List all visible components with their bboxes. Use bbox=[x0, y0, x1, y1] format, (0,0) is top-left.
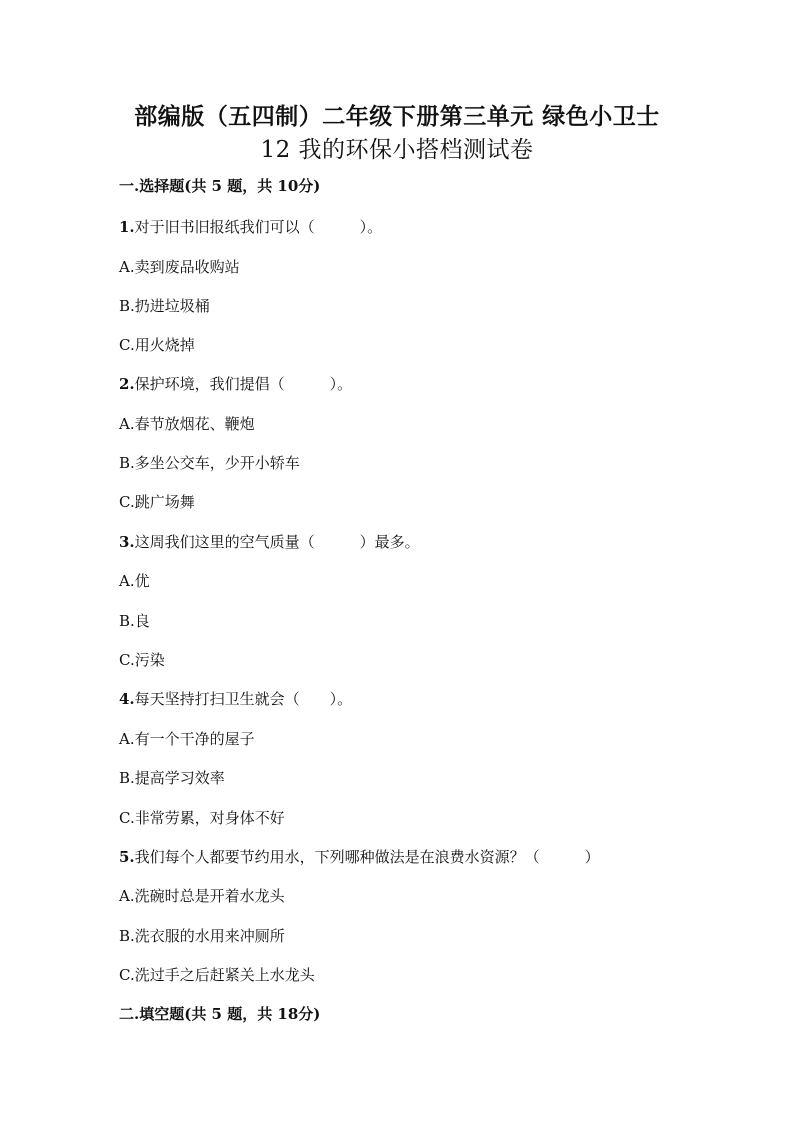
question-4-option-c: C.非常劳累，对身体不好 bbox=[119, 809, 285, 827]
question-3-option-a: A.优 bbox=[119, 572, 150, 590]
question-4-option-b: B.提高学习效率 bbox=[119, 769, 225, 787]
question-1-option-b: B.扔进垃圾桶 bbox=[119, 297, 210, 315]
section-heading-fill-in: 二.填空题(共 5 题，共 18分) bbox=[119, 1005, 321, 1023]
question-stem: 这周我们这里的空气质量（ ）最多。 bbox=[134, 533, 420, 551]
question-number: 5. bbox=[119, 848, 135, 866]
question-4 bbox=[119, 689, 352, 709]
question-4-option-a: A.有一个干净的屋子 bbox=[119, 730, 255, 748]
question-1 bbox=[119, 217, 382, 237]
question-stem: 我们每个人都要节约用水，下列哪种做法是在浪费水资源？（ ） bbox=[134, 848, 600, 866]
question-number: 1. bbox=[119, 218, 135, 236]
document-title: 部编版（五四制）二年级下册第三单元 绿色小卫士 bbox=[134, 103, 660, 130]
question-2 bbox=[119, 374, 352, 394]
question-5-option-a: A.洗碗时总是开着水龙头 bbox=[119, 887, 285, 905]
question-number: 4. bbox=[119, 690, 135, 708]
question-3-option-c: C.污染 bbox=[119, 651, 165, 669]
question-stem: 对于旧书旧报纸我们可以（ ）。 bbox=[134, 218, 383, 236]
question-number: 3. bbox=[119, 533, 135, 551]
question-2-option-c: C.跳广场舞 bbox=[119, 493, 195, 511]
question-2-option-b: B.多坐公交车，少开小轿车 bbox=[119, 454, 300, 472]
question-3 bbox=[119, 532, 420, 552]
question-1-option-a: A.卖到废品收购站 bbox=[119, 258, 240, 276]
document-subtitle: 12 我的环保小搭档测试卷 bbox=[260, 137, 534, 163]
section-heading-choice: 一.选择题(共 5 题，共 10分) bbox=[119, 177, 321, 195]
question-2-option-a: A.春节放烟花、鞭炮 bbox=[119, 415, 255, 433]
question-5 bbox=[119, 847, 600, 867]
question-number: 2. bbox=[119, 375, 135, 393]
question-5-option-b: B.洗衣服的水用来冲厕所 bbox=[119, 927, 285, 945]
question-5-option-c: C.洗过手之后赶紧关上水龙头 bbox=[119, 966, 315, 984]
question-3-option-b: B.良 bbox=[119, 612, 150, 630]
question-1-option-c: C.用火烧掉 bbox=[119, 336, 195, 354]
question-stem: 保护环境，我们提倡（ ）。 bbox=[134, 375, 353, 393]
question-stem: 每天坚持打扫卫生就会（ ）。 bbox=[134, 690, 353, 708]
